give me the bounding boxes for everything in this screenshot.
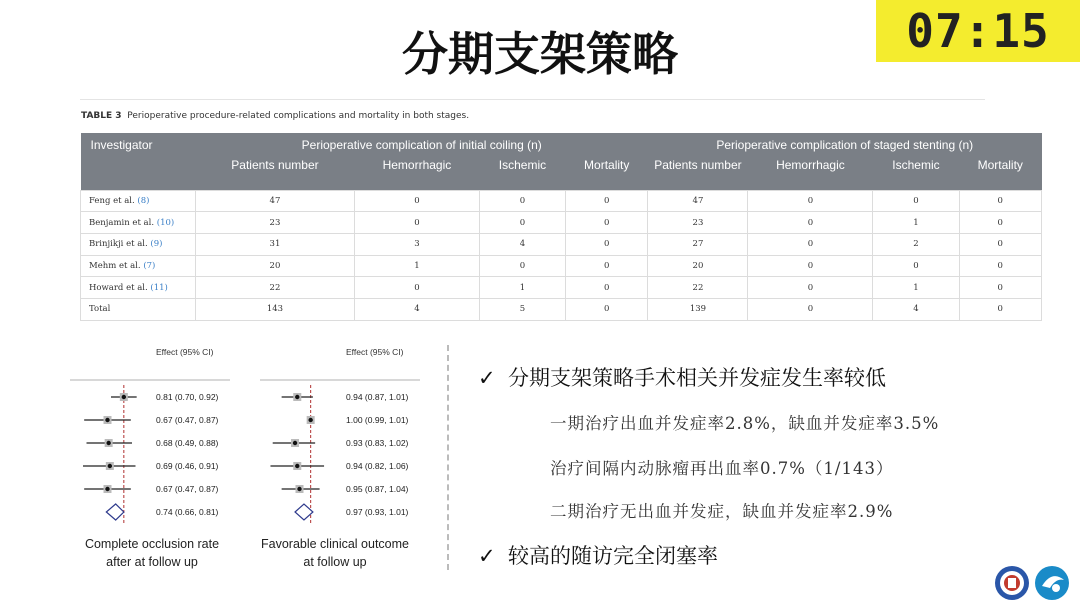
forest-plot-svg <box>68 340 238 525</box>
table-caption-text: Perioperative procedure-related complications and mortality in both stages. <box>127 111 470 121</box>
col-header: Patients number <box>648 157 748 190</box>
reference-link[interactable]: (9) <box>150 239 163 250</box>
table-cell: 1 <box>873 212 959 234</box>
effect-label: 0.93 (0.83, 1.02) <box>346 438 409 448</box>
investigator-name: Howard et al. <box>89 282 148 293</box>
point-estimate <box>295 464 299 468</box>
table-cell: 27 <box>648 233 748 255</box>
sub-point: 一期治疗出血并发症率2.8%，缺血并发症率3.5% <box>550 414 940 433</box>
reference-link[interactable]: (10) <box>156 217 175 228</box>
countdown-timer: 07:15 <box>876 0 1080 62</box>
reference-link[interactable]: (7) <box>143 260 156 271</box>
table-row <box>81 277 1042 299</box>
table-cell: 20 <box>196 255 355 277</box>
table-cell: 0 <box>959 190 1042 212</box>
table-cell: 22 <box>196 277 355 299</box>
investigator-name: Benjamin et al. <box>89 217 155 228</box>
effect-label: 0.94 (0.82, 1.06) <box>346 461 409 471</box>
investigator-name: Total <box>89 304 111 315</box>
effect-label: 0.95 (0.87, 1.04) <box>346 484 409 494</box>
point-estimate <box>105 487 109 491</box>
effect-label: 0.74 (0.66, 0.81) <box>156 507 219 517</box>
table-cell: 0 <box>565 212 647 234</box>
effect-label: 0.81 (0.70, 0.92) <box>156 392 219 402</box>
forest-caption-line: at follow up <box>303 555 367 569</box>
table-cell: 0 <box>565 233 647 255</box>
col-header: Mortality <box>959 157 1042 190</box>
point-estimate <box>105 418 109 422</box>
divider-line <box>80 99 985 100</box>
investigator-name: Feng et al. <box>89 195 135 206</box>
table-cell: 0 <box>354 190 479 212</box>
table-cell: 0 <box>748 277 873 299</box>
col-header: Hemorrhagic <box>748 157 873 190</box>
table-cell: 0 <box>748 233 873 255</box>
sub-point: 二期治疗无出血并发症，缺血并发症率2.9% <box>550 502 894 521</box>
effect-label: 0.68 (0.49, 0.88) <box>156 438 219 448</box>
table-cell: 1 <box>479 277 565 299</box>
bullet-point <box>478 362 886 392</box>
table-cell: 4 <box>479 233 565 255</box>
table-cell: 1 <box>873 277 959 299</box>
col-header: Ischemic <box>479 157 565 190</box>
table-row <box>81 233 1042 255</box>
checkmark-icon: ✓ <box>478 544 496 568</box>
table-cell: 23 <box>648 212 748 234</box>
effect-label: 0.94 (0.87, 1.01) <box>346 392 409 402</box>
investigator-name: Brinjikji et al. <box>89 239 148 250</box>
table-cell: 47 <box>196 190 355 212</box>
table-cell: 2 <box>873 233 959 255</box>
table-cell: 0 <box>565 277 647 299</box>
table-cell: 47 <box>648 190 748 212</box>
effect-label: 0.67 (0.47, 0.87) <box>156 415 219 425</box>
col-header: Patients number <box>196 157 355 190</box>
table-cell: 0 <box>873 190 959 212</box>
reference-link[interactable]: (8) <box>137 195 150 206</box>
staged-stenting-header: Perioperative complication of staged stenting (n) <box>648 133 1042 157</box>
table-cell: 23 <box>196 212 355 234</box>
table-cell: 0 <box>565 190 647 212</box>
table-cell: 0 <box>959 277 1042 299</box>
point-estimate <box>108 464 112 468</box>
table-cell: 1 <box>354 255 479 277</box>
forest-caption-line: Complete occlusion rate <box>84 537 220 551</box>
pooled-diamond <box>106 504 124 520</box>
table-cell: 0 <box>479 255 565 277</box>
table-cell: 0 <box>959 298 1042 320</box>
forest-plot-clinical <box>258 340 428 530</box>
bullet-text: 分期支架策略手术相关并发症发生率较低 <box>508 366 886 390</box>
point-estimate <box>308 418 312 422</box>
table-cell: 31 <box>196 233 355 255</box>
hospital-logo-icon <box>1035 566 1069 600</box>
investigator-cell <box>81 255 196 277</box>
table-cell: 3 <box>354 233 479 255</box>
table-caption-label: TABLE 3 <box>81 111 122 121</box>
checkmark-icon: ✓ <box>478 366 496 390</box>
effect-label: 0.69 (0.46, 0.91) <box>156 461 219 471</box>
point-estimate <box>106 441 110 445</box>
point-estimate <box>293 441 297 445</box>
table-cell: 4 <box>873 298 959 320</box>
logo-group <box>994 564 1074 602</box>
col-header: Hemorrhagic <box>354 157 479 190</box>
point-estimate <box>297 487 301 491</box>
forest-plot-svg <box>258 340 428 530</box>
table-row <box>81 212 1042 234</box>
table-cell: 0 <box>479 212 565 234</box>
table-cell: 0 <box>748 212 873 234</box>
bullet-point <box>478 540 718 570</box>
table-row <box>81 255 1042 277</box>
complications-table <box>80 133 1042 321</box>
effect-label: 0.97 (0.93, 1.01) <box>346 507 409 517</box>
table-cell: 0 <box>479 190 565 212</box>
effect-label: 1.00 (0.99, 1.01) <box>346 415 409 425</box>
col-header: Ischemic <box>873 157 959 190</box>
table-cell: 0 <box>959 255 1042 277</box>
table-caption <box>81 111 469 121</box>
table-cell: 143 <box>196 298 355 320</box>
section-divider <box>447 345 449 570</box>
table-cell: 0 <box>959 212 1042 234</box>
slide-title: 分期支架策略 <box>402 27 678 81</box>
investigator-name: Mehm et al. <box>89 260 141 271</box>
forest-header: Effect (95% CI) <box>346 347 404 357</box>
table-cell: 0 <box>873 255 959 277</box>
forest-caption-right <box>245 535 425 571</box>
sub-point: 治疗间隔内动脉瘤再出血率0.7%（1/143） <box>550 459 894 478</box>
forest-caption-line: Favorable clinical outcome <box>261 537 409 551</box>
bullet-text: 较高的随访完全闭塞率 <box>508 544 718 568</box>
investigator-cell <box>81 190 196 212</box>
table-cell: 0 <box>354 212 479 234</box>
table-cell: 22 <box>648 277 748 299</box>
forest-plot-occlusion <box>68 340 238 525</box>
forest-caption-left <box>62 535 242 571</box>
forest-caption-line: after at follow up <box>106 555 198 569</box>
table-cell: 0 <box>565 298 647 320</box>
investigator-header: Investigator <box>81 133 196 190</box>
table-cell: 0 <box>748 190 873 212</box>
table-row <box>81 190 1042 212</box>
investigator-cell <box>81 298 196 320</box>
table-cell: 20 <box>648 255 748 277</box>
reference-link[interactable]: (11) <box>150 282 168 293</box>
effect-label: 0.67 (0.47, 0.87) <box>156 484 219 494</box>
table-cell: 0 <box>748 298 873 320</box>
forest-header: Effect (95% CI) <box>156 347 214 357</box>
table-cell: 5 <box>479 298 565 320</box>
table-row <box>81 298 1042 320</box>
table-cell: 0 <box>959 233 1042 255</box>
investigator-cell <box>81 277 196 299</box>
investigator-cell <box>81 233 196 255</box>
table-cell: 4 <box>354 298 479 320</box>
table-cell: 0 <box>565 255 647 277</box>
point-estimate <box>295 395 299 399</box>
table-cell: 139 <box>648 298 748 320</box>
initial-coiling-header: Perioperative complication of initial coiling (n) <box>196 133 648 157</box>
investigator-cell <box>81 212 196 234</box>
col-header: Mortality <box>565 157 647 190</box>
table-cell: 0 <box>748 255 873 277</box>
point-estimate <box>122 395 126 399</box>
university-seal-icon <box>995 566 1029 600</box>
table-cell: 0 <box>354 277 479 299</box>
